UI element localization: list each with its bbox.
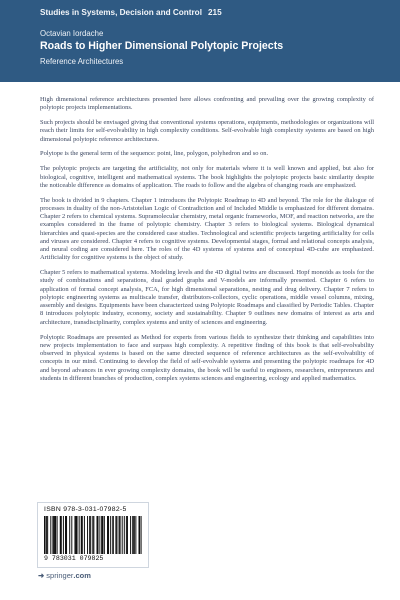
blurb-paragraph: The polytopic projects are targeting the artificiality, not only for materials where it is well known and applied, but also for biological, cognitive, intelligent and mathematical systems. The book highlights the polytopic projects basic similarity despite the noticeable difference as domains of application. The roads to follow and the algebra of changing roads are emphasized. — [40, 165, 374, 189]
isbn-barcode — [37, 502, 149, 568]
author-name: Octavian Iordache — [40, 29, 104, 38]
series-name: Studies in Systems, Decision and Control — [40, 8, 202, 17]
blurb-paragraph: Chapter 5 refers to mathematical systems. Modeling levels and the 4D digital twins are discussed. Hopf monoids as tools for the study of combinations and separations, dual graded graphs and V-models are informally presented. Chapter 6 refers to application of formal concept analysis, FCA, for high dimensional separations, nesting and drug delivery. Chapter 7 refers to polytopic engineering systems as multiscale transfer, distributors-collectors, cyclic operations, middle vessel columns, mixing, assembly and designs. Equipments have been characterized using Polytopic Roadmaps and classified by Periodic Tables. Chapter 8 introduces polytopic industry, economy, society and sustainability. Chapter 9 outlines new domains of interest as arts and architecture, transdisciplinarity, complex systems and unity of sciences and engineering. — [40, 269, 374, 326]
book-subtitle: Reference Architectures — [40, 57, 124, 66]
isbn-label: ISBN 978-3-031-07982-5 — [44, 506, 127, 513]
publisher-url-prefix: springer — [46, 571, 74, 580]
blurb-paragraph: Such projects should be envisaged giving that conventional systems operations, equipments, methodologies or organizations will reach their limits for self-evolvability in high complexity conditions. Self-evolvable high complexity systems are based on high dimensional polytopic reference architectures. — [40, 119, 374, 143]
blurb-paragraph: High dimensional reference architectures presented here allows confronting and prevailing over the growing complexity of polytopic projects implementations. — [40, 96, 374, 112]
series-header-band — [0, 0, 400, 82]
barcode-digits: 9 783031 079825 — [44, 555, 104, 562]
blurb-text — [40, 96, 374, 390]
series-volume: 215 — [207, 8, 222, 17]
book-title: Roads to Higher Dimensional Polytopic Projects — [40, 40, 284, 52]
blurb-paragraph: Polytopic Roadmaps are presented as Method for experts from various fields to synthesize their thinking and capabilities into new projects implementation to face and surpass high complexity. A repetitive finding of this book is that self-evolvability observed in physical systems is based on the same directed sequence of reference architectures as the self-evolvability of concepts in our mind. Continuing to develop the field of self-evolvable systems and presenting the polytopic roadmaps for 4D and beyond advances in ever growing complexity domains, the book will be useful to engineers, researchers, entrepreneurs and students in different branches of production, complex systems sciences and engineering, ecology and applied mathematics. — [40, 333, 374, 382]
arrow-right-icon: ➜ — [38, 571, 45, 580]
publisher-url-suffix: .com — [73, 571, 91, 580]
series-line — [40, 8, 222, 17]
blurb-paragraph: The book is divided in 9 chapters. Chapter 1 introduces the Polytopic Roadmap to 4D and beyond. The role for the dialogue of processes in duality of the non-Aristotelian Logic of Contradiction and of Included Middle is emphasized for different domains. Chapter 2 refers to chemical systems. Supramolecular chemistry, metal organic frameworks, MOF, and reaction networks, are the examples considered in the frame of polytopic chemistry. Chapter 3 refers to biological systems. Biological dynamical hierarchies and quasi-species are the considered case studies. Technological and scientific projects targeting artificiality for cells and viruses are considered. Chapter 4 refers to cognitive systems. Developmental stages, formal and relational concepts analysis, and neural coding are considered here. The roles of the 4D systems of systems and of conceptual 4D-cube are emphasized. Artificiality for cognitive systems is the object of study. — [40, 196, 374, 262]
barcode-bars-icon — [44, 516, 142, 554]
blurb-paragraph: Polytope is the general term of the sequence: point, line, polygon, polyhedron and so on. — [40, 150, 269, 158]
publisher-url[interactable] — [38, 571, 91, 580]
